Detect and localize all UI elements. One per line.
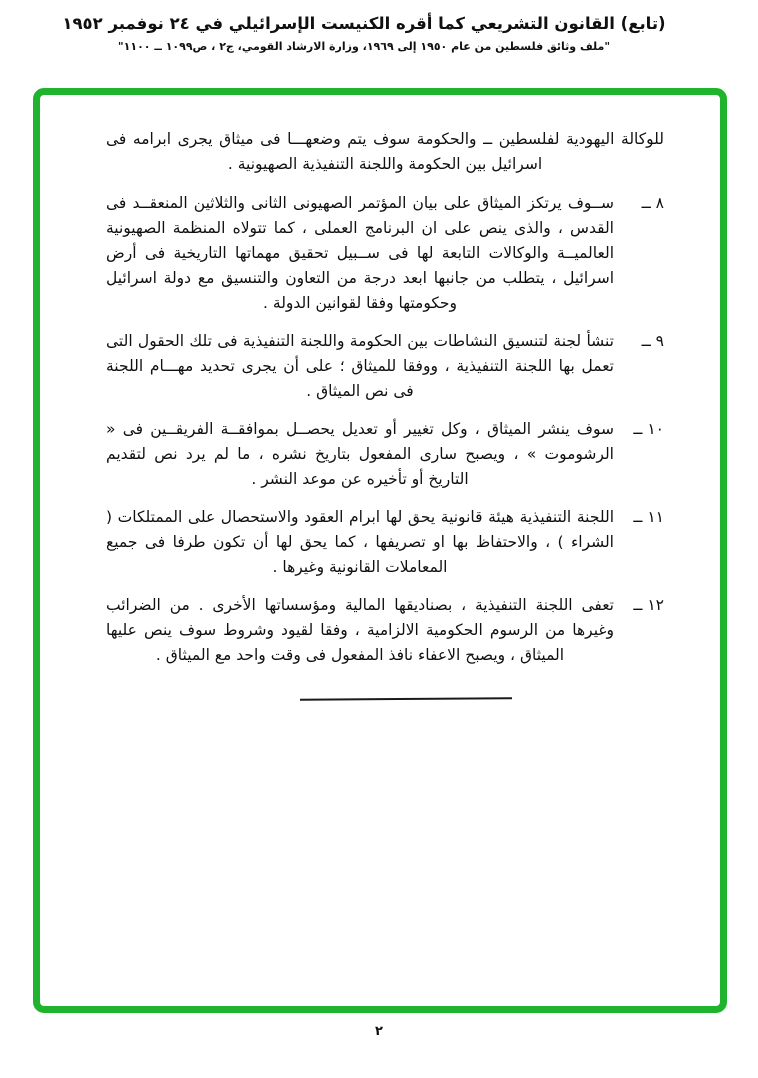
clause-item-12: [106, 593, 664, 668]
clause-text: اللجنة التنفيذية هيئة قانونية يحق لها ابرام العقود والاستحصال على الممتلكات ( الشراء ) ، والاحتفاظ بها او تصريفها ، كما يحق لها أن تكون طرفا فى جميع المعاملات القانونية وغيرها .: [106, 508, 614, 576]
document-header: [0, 14, 758, 53]
clause-text: تعفى اللجنة التنفيذية ، بصناديقها المالية ومؤسساتها الأخرى . من الضرائب وغيرها من الرسوم الحكومية الالزامية ، وفقا لقيود وشروط سوف ينص عليها الميثاق ، ويصبح الاعفاء نافذ المفعول فى وقت واحد مع الميثاق .: [106, 596, 614, 664]
header-source-citation: "ملف وثائق فلسطين من عام ١٩٥٠ إلى ١٩٦٩، وزارة الارشاد القومي، ج٢ ، ص١٠٩٩ ــ ١١٠٠": [117, 40, 611, 53]
header-title: (تابع) القانون التشريعي كما أقره الكنيست الإسرائيلي في ٢٤ نوفمبر ١٩٥٢: [62, 14, 666, 33]
clause-number: ١٢ ــ: [633, 596, 664, 614]
page-number: ٢: [375, 1024, 383, 1039]
clause-item-8: [106, 191, 664, 316]
clause-text: ســوف يرتكز الميثاق على بيان المؤتمر الصهيونى الثانى والثلاثين المنعقــد فى القدس ، والذى ينص على ان البرنامج العملى ، كما تتولاه المنظمة الصهيونية العالميــة والوكالات التابعة لها فى ســبيل تحقيق مهماتها التاريخية فى أرض اسرائيل ، يتطلب من جانبها ابعد درجة من التعاون والتنسيق مع دولة اسرائيل وحكومتها وفقا لقوانين الدولة .: [106, 194, 614, 312]
clause-item-9: [106, 329, 664, 404]
clause-item-10: [106, 417, 664, 492]
clause-number: ١١ ــ: [633, 508, 664, 526]
clause-number: ٨ ــ: [641, 194, 664, 212]
clause-text: تنشأ لجنة لتنسيق النشاطات بين الحكومة واللجنة التنفيذية فى تلك الحقول التى تعمل بها اللجنة التنفيذية ، ووفقا للميثاق ؛ على أن يجرى تحديد مهـــام اللجنة فى نص الميثاق .: [106, 332, 614, 400]
green-border-frame: [33, 88, 727, 1013]
intro-paragraph: للوكالة اليهودية لفلسطين ــ والحكومة سوف يتم وضعهـــا فى ميثاق يجرى ابرامه فى اسرائيل بين الحكومة واللجنة التنفيذية الصهيونية .: [106, 130, 664, 173]
clause-number: ١٠ ــ: [633, 420, 664, 438]
clause-item-11: [106, 505, 664, 580]
horizontal-rule: [300, 697, 512, 700]
document-body: [40, 95, 720, 700]
clause-text: سوف ينشر الميثاق ، وكل تغيير أو تعديل يحصــل بموافقــة الفريقــين فى « الرشوموت » ، ويصبح سارى المفعول بتاريخ نشره ، ما لم يرد نص لتقديم التاريخ أو تأخيره عن موعد النشر .: [106, 420, 614, 488]
clause-number: ٩ ــ: [641, 332, 664, 350]
